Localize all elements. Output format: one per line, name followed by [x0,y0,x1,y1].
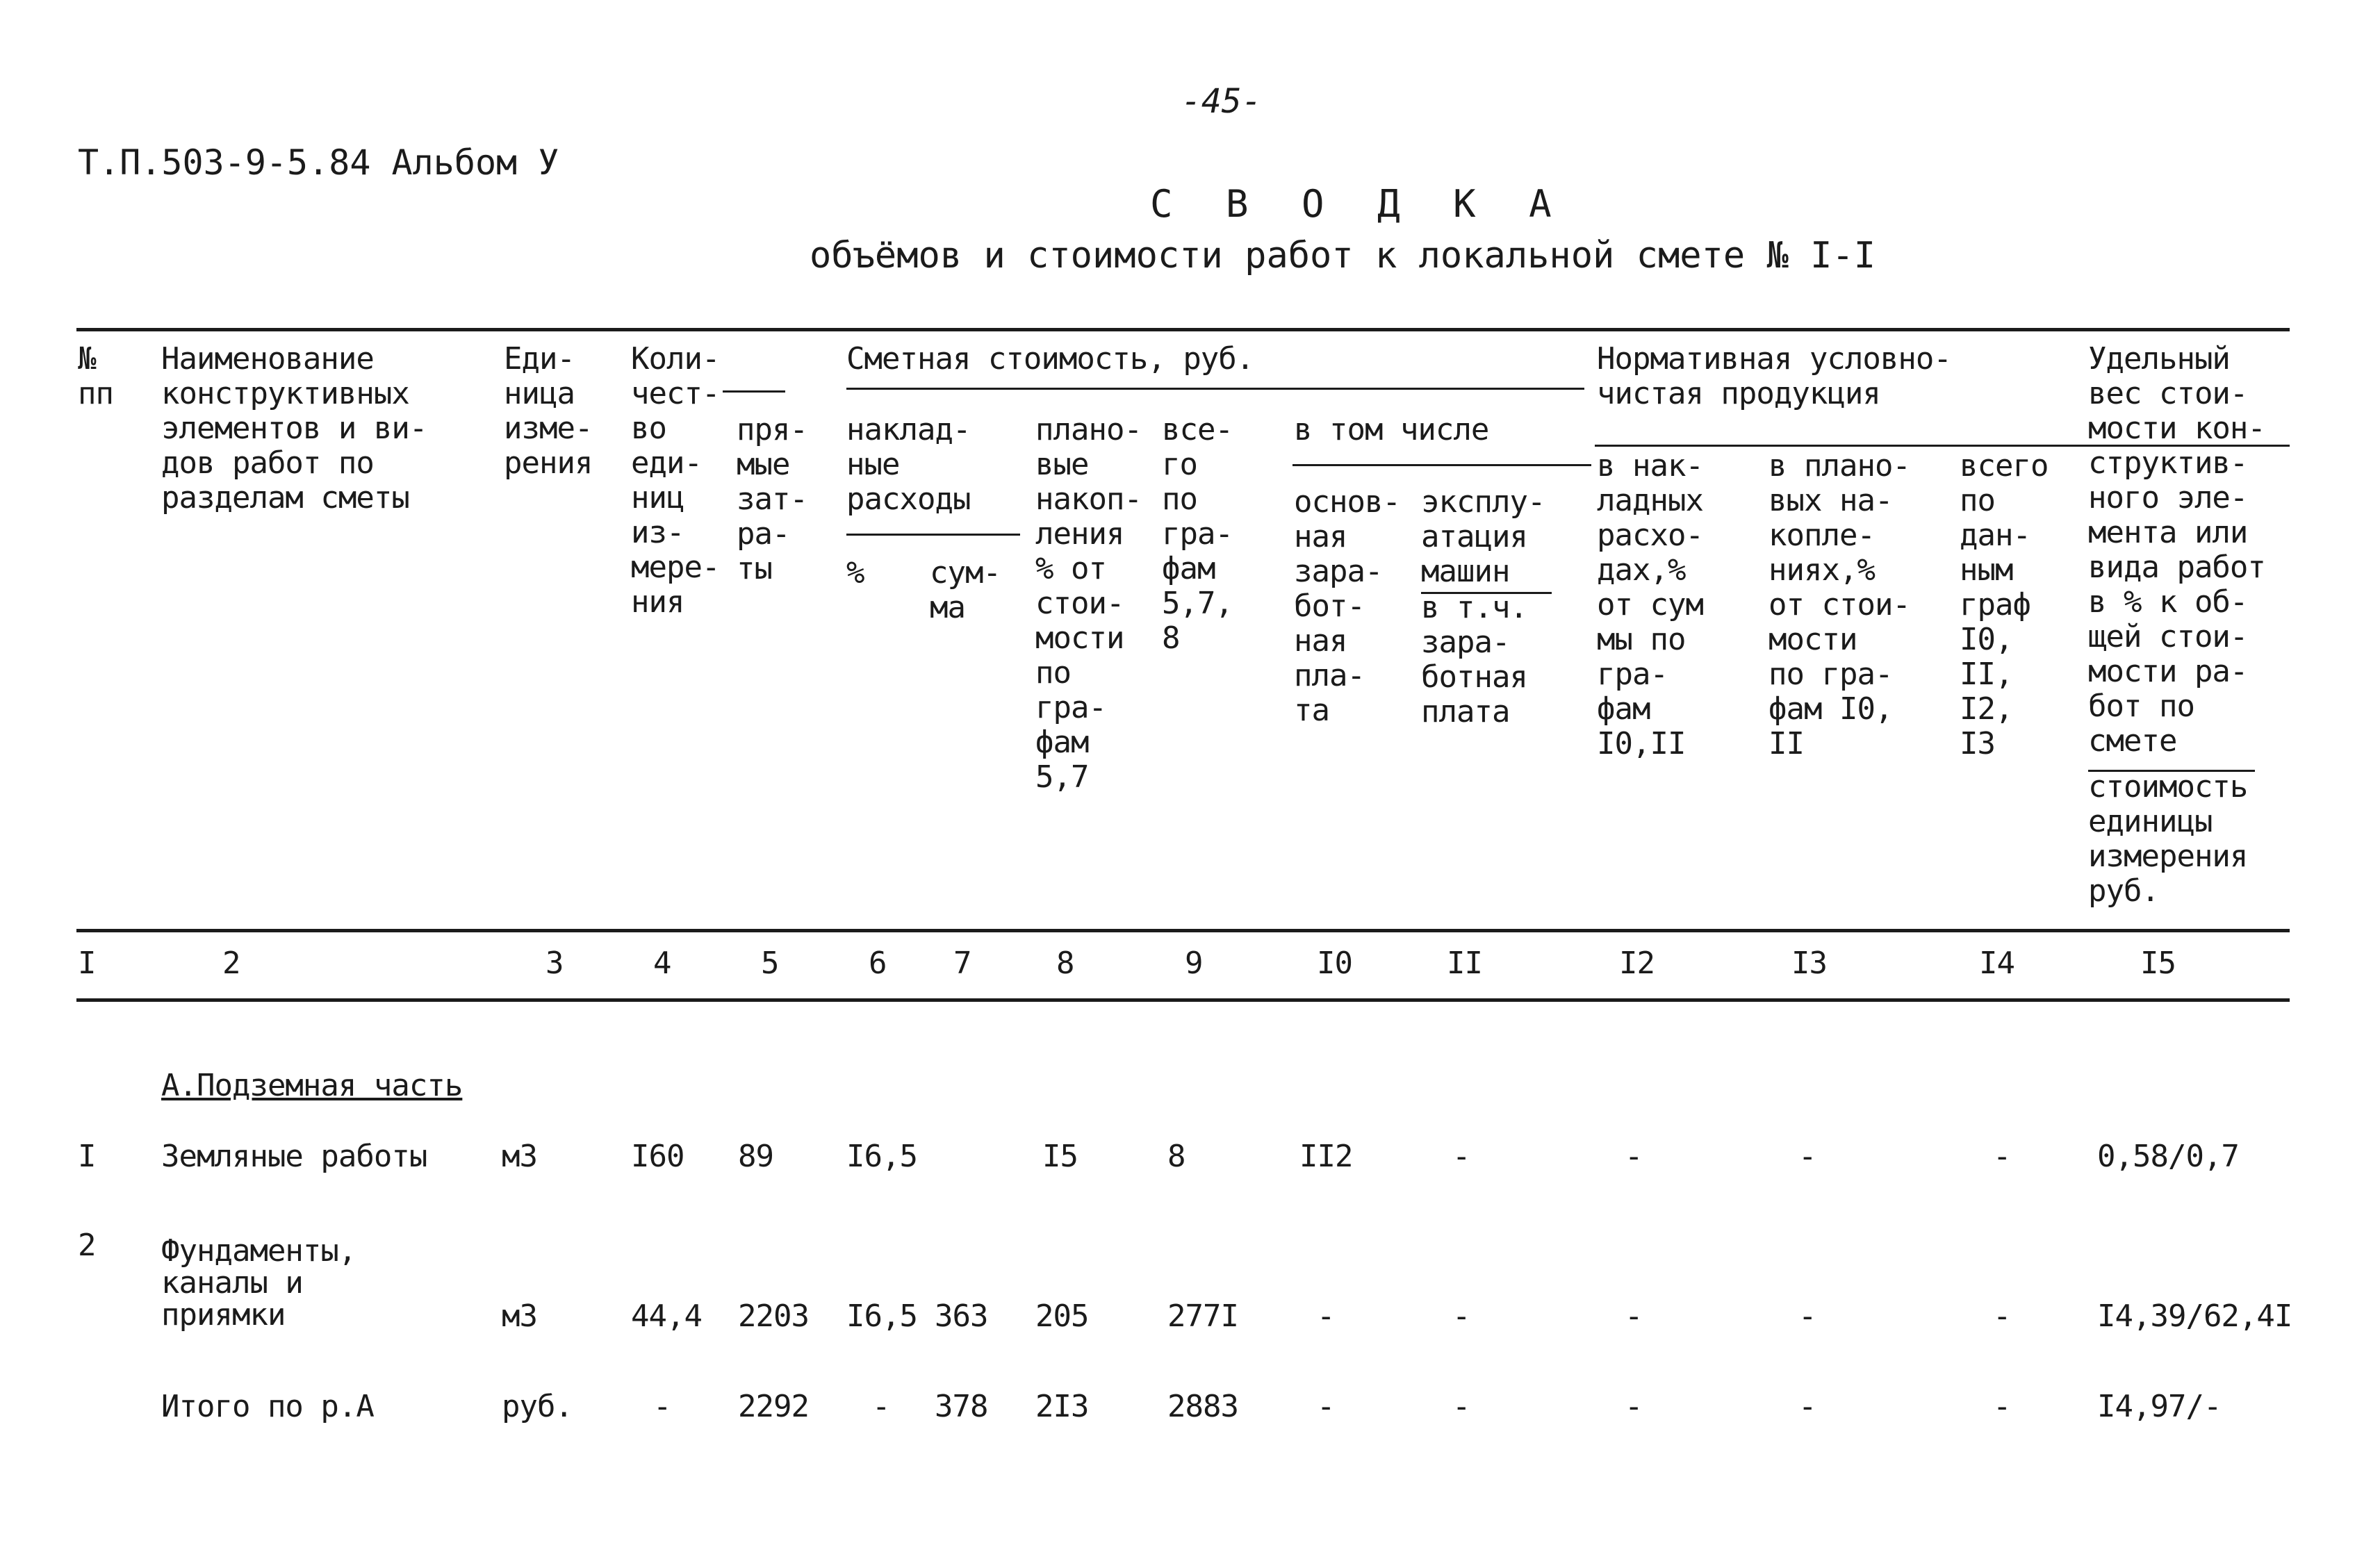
row-work-name: Итого по р.А [161,1389,374,1424]
row-planned-savings: 2I3 [1035,1389,1089,1424]
header-machine-wage: в т.ч. зара- ботная плата [1421,590,1527,729]
cost-group-rule [846,388,1584,390]
row-specific-weight: I4,97/- [2097,1389,2222,1424]
row-quantity: - [653,1389,671,1424]
row-unit: м3 [502,1139,537,1174]
col-number: 6 [869,946,887,981]
section-title: А.Подземная часть [161,1068,463,1103]
row-base-wage: - [1317,1389,1335,1424]
col-number: I5 [2140,946,2176,981]
row-planned-savings: I5 [1042,1139,1078,1174]
header-base-wage: основ- ная зара- бот- ная пла- та [1294,484,1400,728]
header-work-name: Наименование конструктивных элементов и ви- дов работ по разделам сметы [161,341,427,515]
header-overhead-percent: % [846,555,864,591]
col-number: 2 [222,946,240,981]
header-specific-weight: Удельный вес стои- мости кон- структив- ного эле- мента или вида работ в % к об- щей стои- мости ра- бот по смете [2088,341,2265,759]
header-planned-savings: плано- вые накоп- ления % от стои- мости по гра- фам 5,7 [1035,412,1142,795]
row-norm-total: - [1993,1298,2011,1334]
row-machine-operation: - [1452,1139,1470,1174]
row-norm-overhead: - [1625,1389,1643,1424]
header-norm-overhead: в нак- ладных расхо- дах,% от сум мы по гра- фам I0,II [1597,448,1703,761]
document-title: С В О Д К А [1150,182,1567,226]
col-number: II [1447,946,1482,981]
col-number: I2 [1619,946,1655,981]
row-norm-overhead: - [1625,1298,1643,1334]
row-norm-savings: - [1798,1389,1816,1424]
row-direct-costs: 89 [738,1139,773,1174]
row-work-name: Земляные работы [161,1139,427,1174]
row-overhead-percent: - [872,1389,890,1424]
row-machine-operation: - [1452,1298,1470,1334]
row-planned-savings: 205 [1035,1298,1089,1334]
row-number: 2 [78,1228,96,1263]
row-unit: руб. [502,1389,573,1424]
header-including: в том числе [1294,412,1489,447]
col-number: 3 [545,946,564,981]
row-overhead-sum: 378 [935,1389,988,1424]
row-base-wage: - [1317,1298,1335,1334]
row-number: I [78,1139,96,1174]
header-bottom-rule [76,929,2290,932]
document-subtitle: объёмов и стоимости работ к локальной смете № I-I [810,235,1876,277]
row-base-wage: II2 [1299,1139,1353,1174]
col-number: 7 [953,946,971,981]
row-norm-total: - [1993,1389,2011,1424]
album-reference: Т.П.503-9-5.84 Альбом У [78,142,559,183]
row-machine-operation: - [1452,1389,1470,1424]
row-total: 8 [1167,1139,1185,1174]
row-work-name: Фундаменты, каналы и приямки [161,1233,356,1333]
row-quantity: 44,4 [631,1298,702,1334]
header-unit: Еди- ница изме- рения [504,341,593,481]
page-number: -45- [1181,82,1262,121]
header-overhead: наклад- ные расходы [846,412,971,517]
row-norm-overhead: - [1625,1139,1643,1174]
colnum-bottom-rule [76,998,2290,1002]
col-number: 4 [653,946,671,981]
col-number: 5 [761,946,779,981]
header-norm-savings: в плано- вых на- копле- ниях,% от стои- мости по гра- фам I0, II [1768,448,1910,761]
row-unit: м3 [502,1298,537,1334]
row-overhead-sum: 363 [935,1298,988,1334]
col-number: I [78,946,96,981]
header-unit-cost: стоимость единицы измерения руб. [2088,769,2248,909]
header-norm-total: всего по дан- ным граф I0, II, I2, I3 [1960,448,2049,761]
row-total: 2883 [1167,1389,1238,1424]
row-specific-weight: 0,58/0,7 [2097,1139,2239,1174]
col-number: 8 [1056,946,1074,981]
header-total: все- го по гра- фам 5,7, 8 [1162,412,1233,656]
header-machine-operation: эксплу- атация машин [1421,484,1545,589]
overhead-rule [846,534,1020,536]
row-direct-costs: 2203 [738,1298,809,1334]
row-specific-weight: I4,39/62,4I [2097,1298,2292,1334]
col-number: I3 [1791,946,1827,981]
row-norm-savings: - [1798,1298,1816,1334]
row-norm-total: - [1993,1139,2011,1174]
header-row-number: № пп [78,341,113,411]
header-overhead-sum: сум- ма [930,555,1001,625]
row-norm-savings: - [1798,1139,1816,1174]
row-overhead-percent: I6,5 [846,1139,917,1174]
header-normative-product: Нормативная условно- чистая продукция [1597,341,1951,411]
row-direct-costs: 2292 [738,1389,809,1424]
header-estimated-cost: Сметная стоимость, руб. [846,341,1254,377]
header-direct-costs: пря- мые зат- ра- ты [737,412,807,586]
col-number: I0 [1317,946,1352,981]
incl-group-rule [1292,464,1591,466]
header-quantity: Коли- чест- во еди- ниц из- мере- ния [631,341,720,620]
qty-header-rule [723,390,785,393]
col-number: I4 [1979,946,2014,981]
table-top-rule [76,328,2290,331]
row-total: 277I [1167,1298,1238,1334]
row-quantity: I60 [631,1139,684,1174]
row-overhead-percent: I6,5 [846,1298,917,1334]
col-number: 9 [1185,946,1203,981]
